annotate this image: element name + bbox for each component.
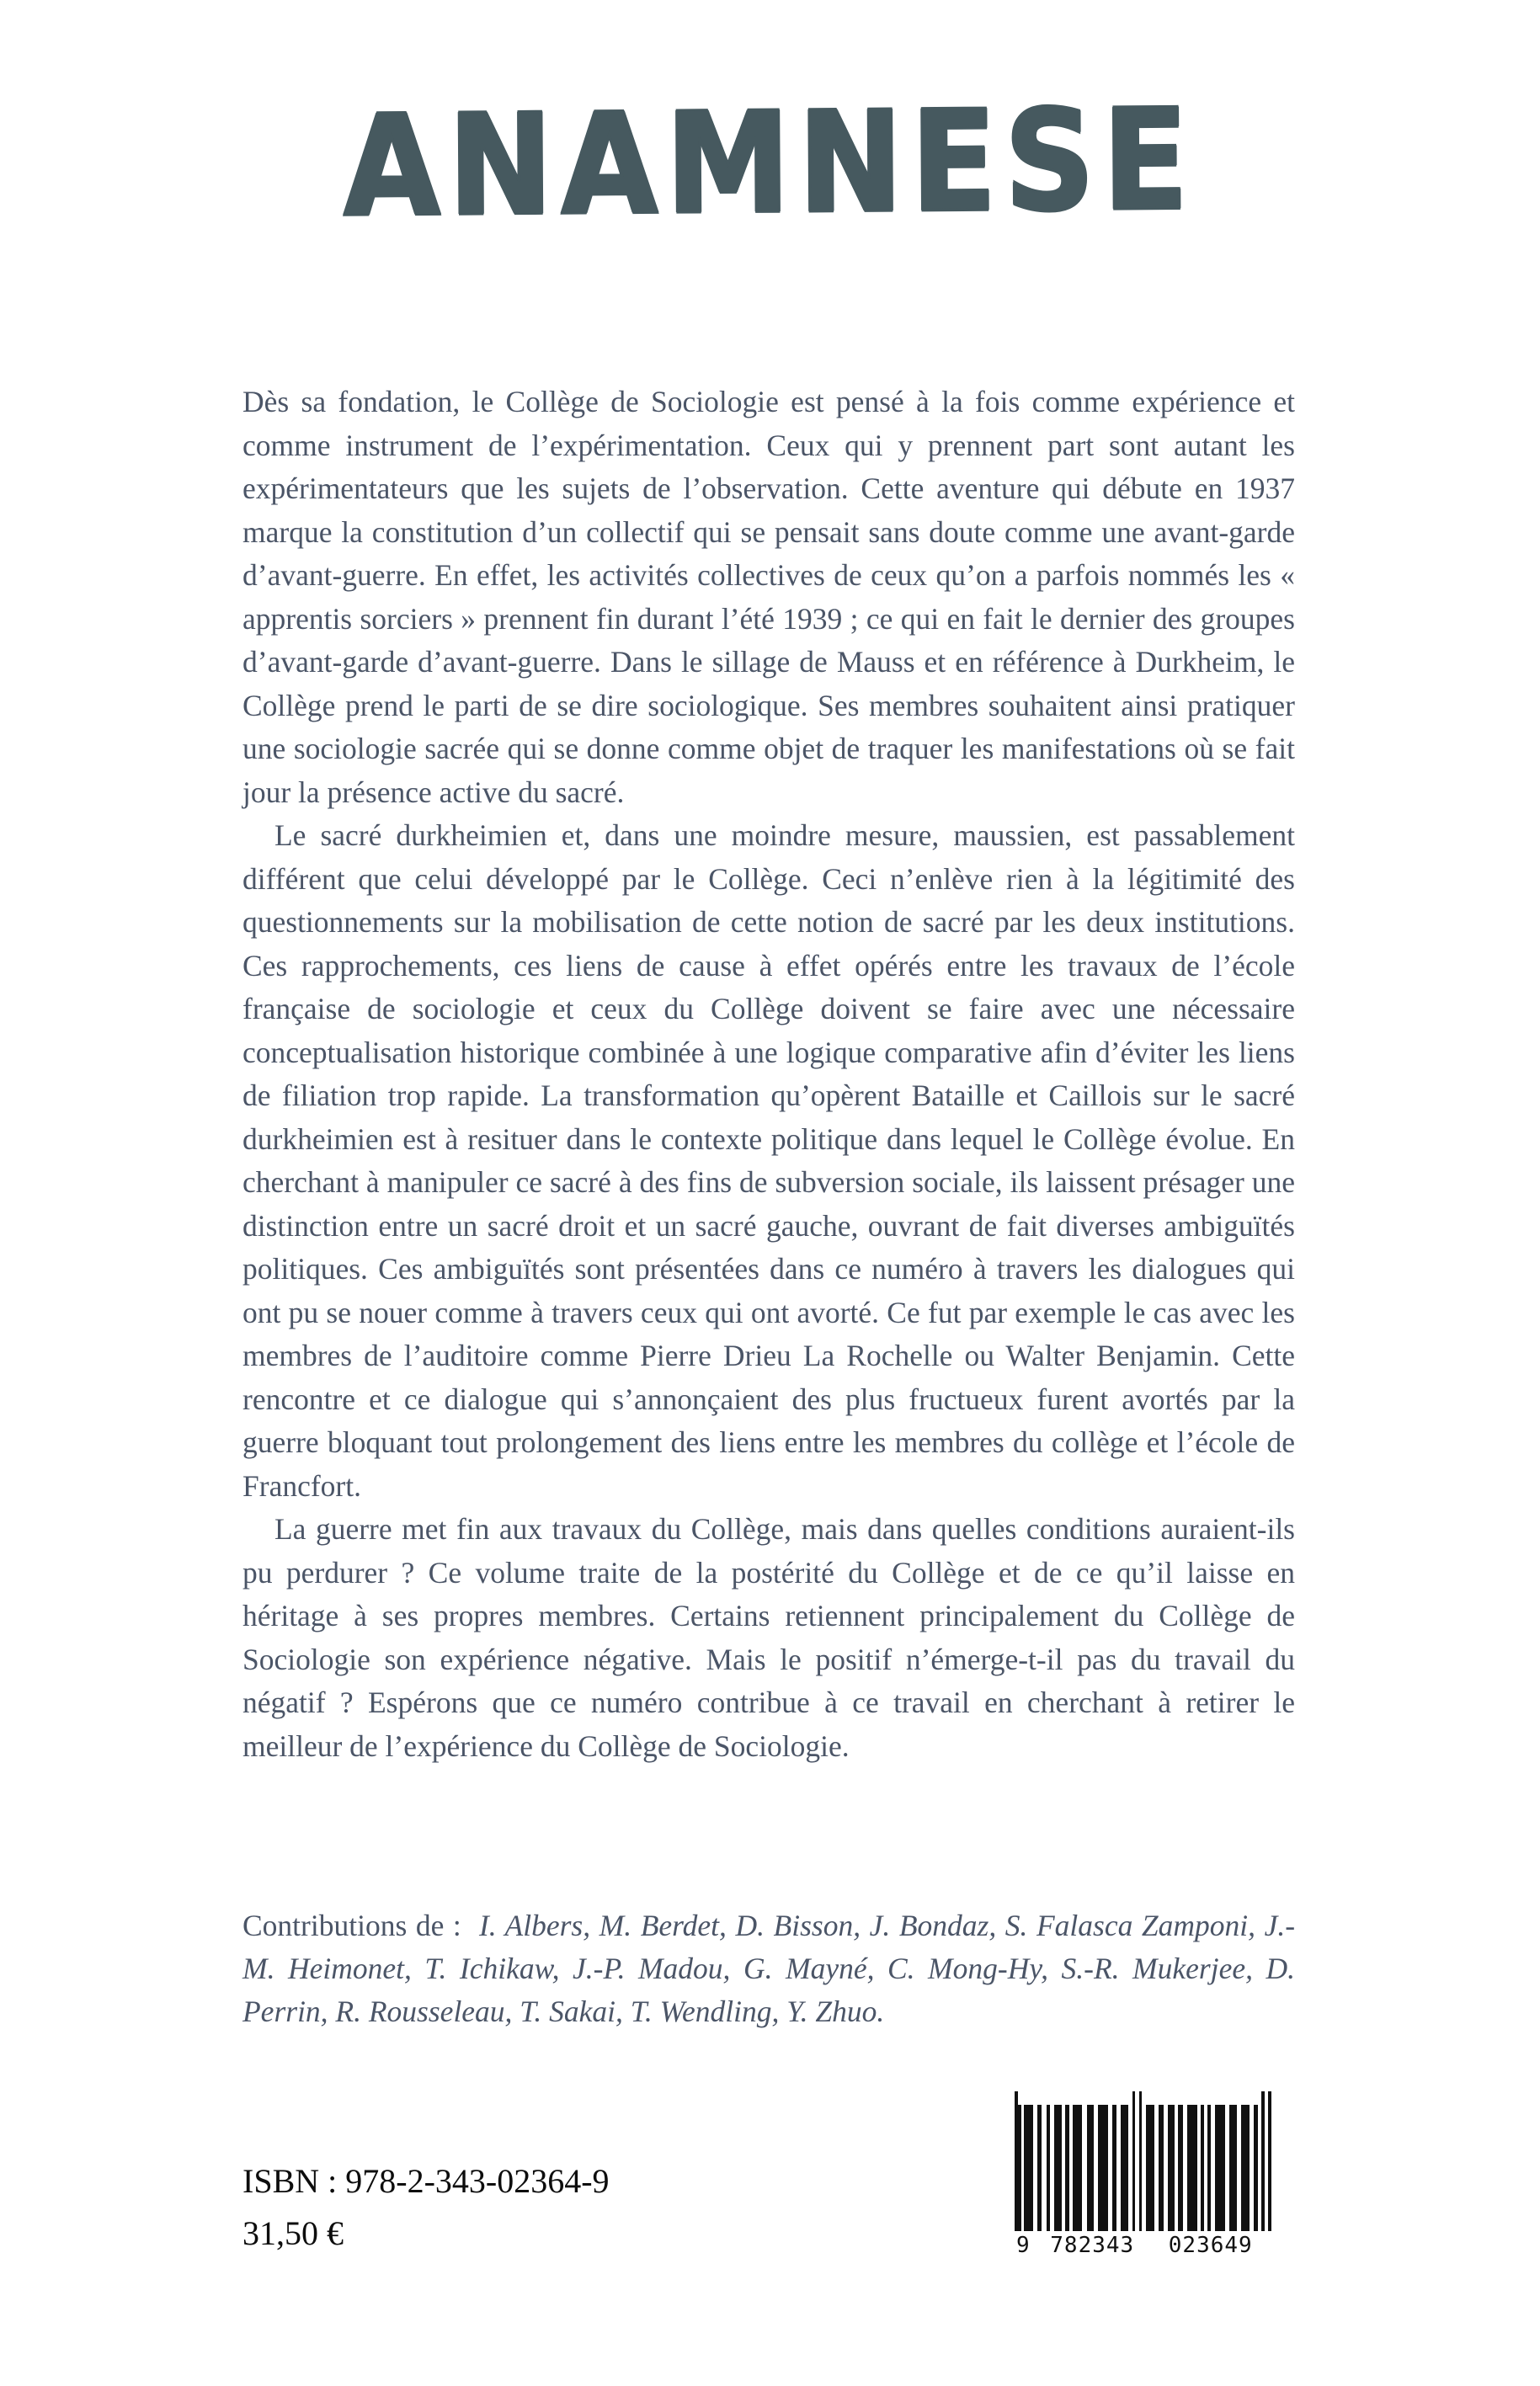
isbn-line: ISBN : 978-2-343-02364-9 xyxy=(242,2162,610,2200)
barcode xyxy=(1015,2105,1271,2258)
barcode-digit-group-1: 9 xyxy=(1016,2233,1031,2258)
barcode-digits xyxy=(1015,2233,1271,2258)
page-title: ANAMNESE xyxy=(343,78,1197,248)
blurb-paragraph-1: Dès sa fondation, le Collège de Sociologie est pensé à la fois comme expérience et comme instrument de l’expérimentation. Ceux qui y prennent part sont autant les expérimentateurs que les sujets de l’observation. Cette aventure qui débute en 1937 marque la constitution d’un collectif qui se pensait sans doute comme une avant-garde d’avant-guerre. En effet, les activités collectives de ceux qu’on a parfois nommés les « apprentis sorciers » prennent fin durant l’été 1939 ; ce qui en fait le dernier des groupes d’avant-garde d’avant-guerre. Dans le sillage de Mauss et en référence à Durkheim, le Collège prend le parti de se dire sociologique. Ses membres souhaitent ainsi pratiquer une sociologie sacrée qui se donne comme objet de traquer les manifestations où se fait jour la présence active du sacré. xyxy=(242,385,1295,809)
imprint-block xyxy=(242,2155,610,2260)
contributors-label: Contributions de : xyxy=(242,1909,461,1942)
barcode-digit-group-2: 782343 xyxy=(1050,2233,1135,2258)
contributors-names: I. Albers, M. Berdet, D. Bisson, J. Bondaz, S. Falasca Zamponi, J.-M. Heimonet, T. Ichikaw, J.-P. Madou, G. Mayné, C. Mong-Hy, S.-R. Mukerjee, D. Perrin, R. Rousseleau, T. Sakai, T. Wendling, Y. Zhuo. xyxy=(242,1909,1296,2028)
barcode-bars xyxy=(1015,2105,1271,2231)
barcode-digit-group-3: 023649 xyxy=(1168,2233,1253,2258)
price-line: 31,50 € xyxy=(242,2214,344,2252)
title-block xyxy=(0,78,1540,248)
blurb-paragraph-3: La guerre met fin aux travaux du Collège, mais dans quelles conditions auraient-ils pu perdurer ? Ce volume traite de la postérité du Collège et de ce qu’il laisse en héritage à ses propres membres. Certains retiennent principalement du Collège de Sociologie son expérience négative. Mais le positif n’émerge-t-il pas du travail du négatif ? Espérons que ce numéro contribue à ce travail en cherchant à retirer le meilleur de l’expérience du Collège de Sociologie. xyxy=(242,1512,1295,1763)
contributors-block xyxy=(242,1904,1295,2033)
blurb-paragraph-2: Le sacré durkheimien et, dans une moindre mesure, maussien, est passablement différent que celui développé par le Collège. Ceci n’enlève rien à la légitimité des questionnements sur la mobilisation de cette notion de sacré par les deux institutions. Ces rapprochements, ces liens de cause à effet opérés entre les travaux de l’école française de sociologie et ceux du Collège doivent se faire avec une nécessaire conceptualisation historique combinée à une logique comparative afin d’éviter les liens de filiation trop rapide. La transformation qu’opèrent Bataille et Caillois sur le sacré durkheimien est à resituer dans le contexte politique dans lequel le Collège évolue. En cherchant à manipuler ce sacré à des fins de subversion sociale, ils laissent présager une distinction entre un sacré droit et un sacré gauche, ouvrant de fait diverses ambiguïtés politiques. Ces ambiguïtés sont présentées dans ce numéro à travers les dialogues qui ont pu se nouer comme à travers ceux qui ont avorté. Ce fut par exemple le cas avec les membres de l’auditoire comme Pierre Drieu La Rochelle ou Walter Benjamin. Cette rencontre et ce dialogue qui s’annonçaient des plus fructueux furent avortés par la guerre bloquant tout prolongement des liens entre les membres du collège et l’école de Francfort. xyxy=(242,818,1295,1503)
blurb-text xyxy=(242,381,1295,1768)
